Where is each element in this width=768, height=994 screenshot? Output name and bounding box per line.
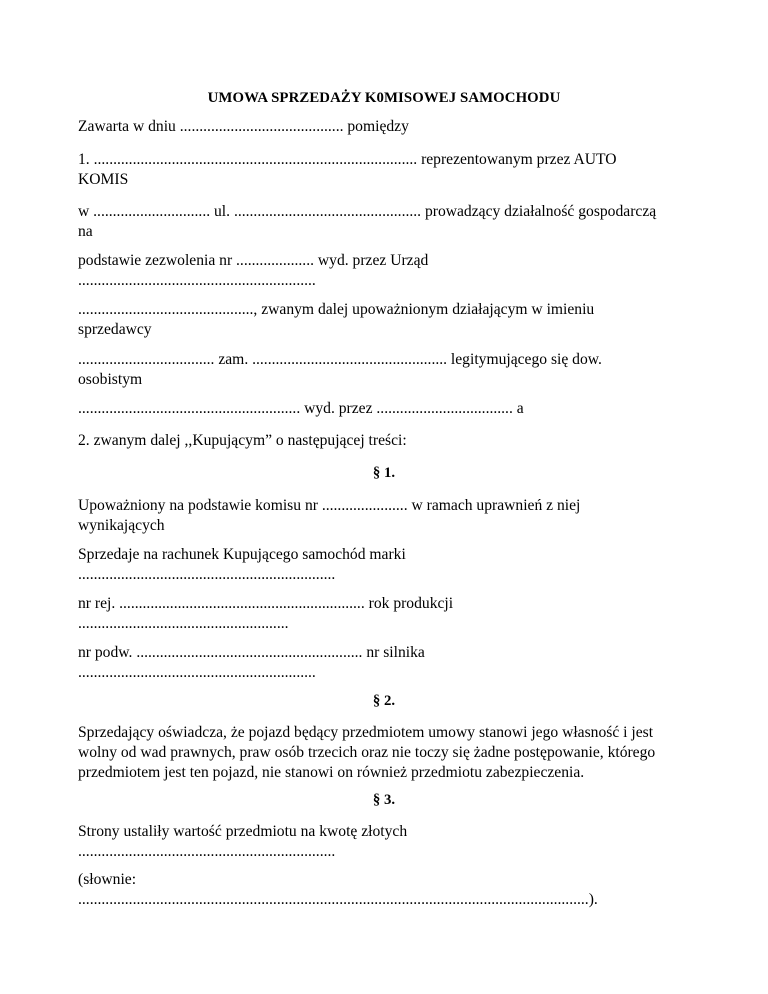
text-line: Sprzedający oświadcza, że pojazd będący przedmiotem umowy stanowi jego własność i jest [78,724,654,741]
paragraph-chassis [78,643,698,683]
paragraph-ownership [78,723,698,783]
text-line: podstawie zezwolenia nr .................... wyd. przez Urząd [78,252,429,269]
text-line: osobistym [78,371,143,388]
text-line: przedmiotem jest ten pojazd, nie stanowi on również przedmiotu zabezpieczenia. [78,764,585,781]
section-heading-2: § 2. [372,693,396,709]
text-line: ......................................................... wyd. przez ................................... a [78,400,524,417]
text-line: Sprzedaje na rachunek Kupującego samochód marki [78,546,406,563]
text-line: Upoważniony na podstawie komisu nr ...................... w ramach uprawnień z niej [78,497,581,514]
text-line: ............................................................. [78,272,316,289]
text-line: Strony ustaliły wartość przedmiotu na kwotę złotych [78,823,408,840]
paragraph-address [78,202,698,242]
text-line: .................................................................. [78,566,336,583]
text-line: w .............................. ul. ................................................ prowadzący działalność gospodarczą [78,203,657,220]
text-line: ............................................................. [78,664,316,681]
text-line: wynikających [78,517,165,534]
text-line: nr podw. .......................................................... nr silnika [78,644,425,661]
paragraph-buyer [78,431,698,451]
paragraph-issued [78,399,698,419]
section-heading-3: § 3. [372,792,396,808]
text-line: Zawarta w dniu .......................................... pomiędzy [78,118,409,135]
paragraph-in-words [78,870,698,910]
paragraph-car-make [78,545,698,585]
text-line: ................................... zam. .................................................. legitymującego się dow. [78,351,602,368]
text-line: ...................................................................................................................................). [78,891,598,908]
text-line: nr rej. ............................................................... rok produkcji [78,595,454,612]
paragraph-authorized [78,300,698,340]
document-title: UMOWA SPRZEDAŻY K0MISOWEJ SAMOCHODU [207,90,561,106]
paragraph-date [78,117,698,137]
paragraph-permit [78,251,698,291]
section-heading-1: § 1. [372,465,396,481]
text-line: wolny od wad prawnych, praw osób trzecich oraz nie toczy się żadne postępowanie, którego [78,744,656,761]
paragraph-commission [78,496,698,536]
text-line: na [78,223,93,240]
paragraph-residence [78,350,698,390]
paragraph-registration [78,594,698,634]
text-line: (słownie: [78,871,137,888]
text-line: 1. ................................................................................... reprezentowanym przez AUTO [78,151,617,168]
text-line: 2. zwanym dalej ,,Kupującym” o następującej treści: [78,432,407,449]
text-line: .................................................................. [78,843,336,860]
paragraph-party-1 [78,150,698,190]
text-line: ...................................................... [78,615,289,632]
text-line: KOMIS [78,171,129,188]
text-line: sprzedawcy [78,321,152,338]
paragraph-value [78,822,698,862]
text-line: ............................................., zwanym dalej upoważnionym działającym w imieniu [78,301,595,318]
